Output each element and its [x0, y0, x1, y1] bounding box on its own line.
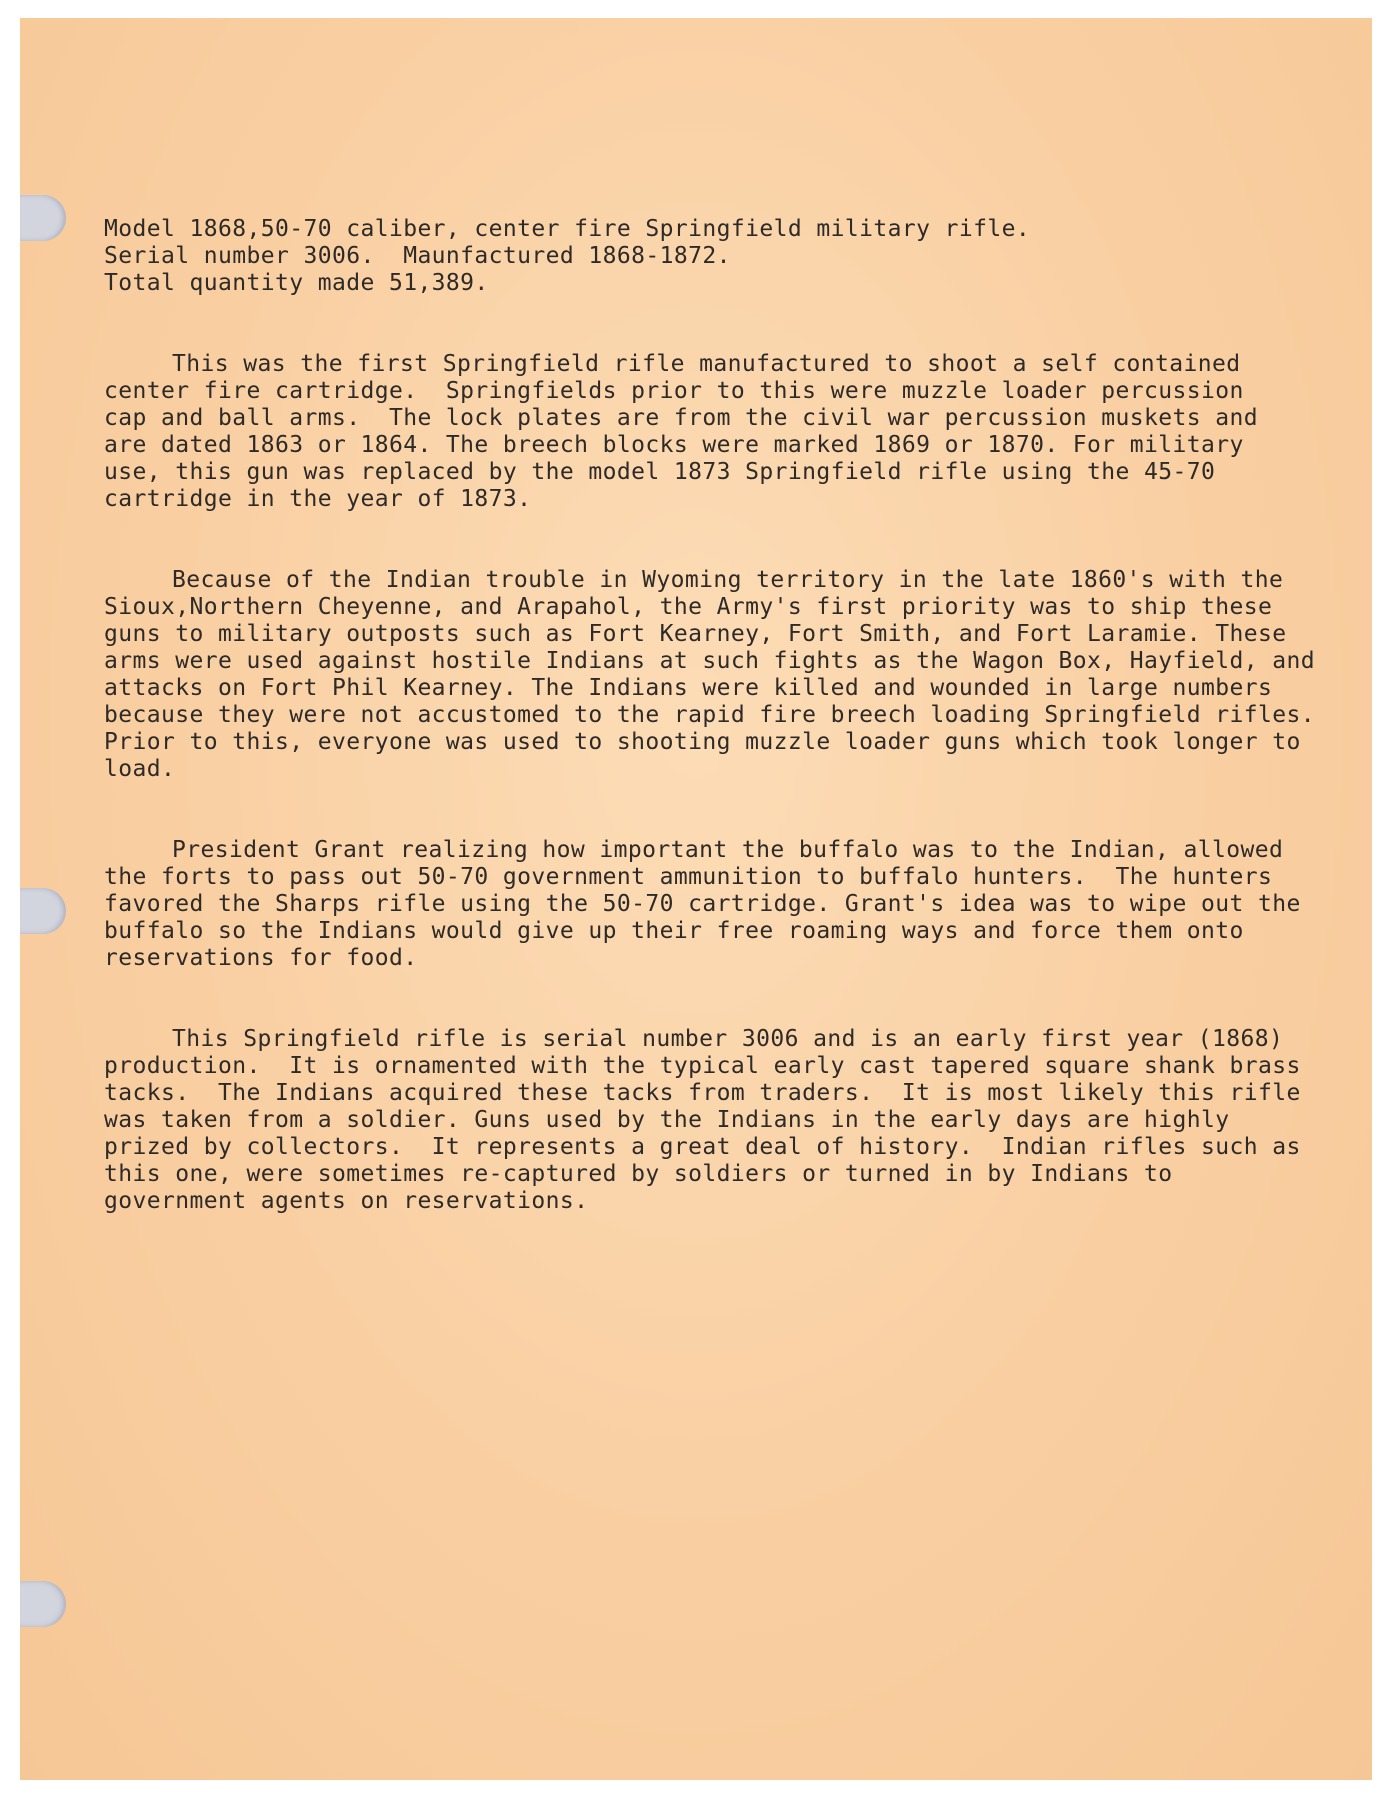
paragraph-history: [104, 351, 1274, 513]
paragraph-line: cap and ball arms. The lock plates are from the civil war percussion muskets and: [104, 405, 1259, 431]
rifle-header: [104, 216, 1274, 297]
paragraph-line: This was the first Springfield rifle manufactured to shoot a self contained: [172, 351, 1241, 377]
paragraph-line: guns to military outposts such as Fort Kearney, Fort Smith, and Fort Laramie. These: [104, 621, 1287, 647]
paragraph-line: prized by collectors. It represents a great deal of history. Indian rifles such as: [104, 1134, 1301, 1160]
paragraph-line: cartridge in the year of 1873.: [104, 486, 532, 512]
paragraph-buffalo: [104, 837, 1301, 972]
paragraph-this-rifle: [104, 1026, 1301, 1215]
paragraph-line: are dated 1863 or 1864. The breech blocks were marked 1869 or 1870. For military: [104, 432, 1244, 458]
paragraph-line: arms were used against hostile Indians at such fights as the Wagon Box, Hayfield, and: [104, 648, 1316, 674]
paragraph-line: Sioux,Northern Cheyenne, and Arapahol, the Army's first priority was to ship these: [104, 594, 1273, 620]
paragraph-line: use, this gun was replaced by the model 1873 Springfield rifle using the 45-70: [104, 459, 1216, 485]
paragraph-line: center fire cartridge. Springfields prior to this were muzzle loader percussion: [104, 378, 1244, 404]
paragraph-line: the forts to pass out 50-70 government ammunition to buffalo hunters. The hunters: [104, 864, 1273, 890]
punch-hole-bottom: [20, 1581, 66, 1627]
paragraph-line: President Grant realizing how important the buffalo was to the Indian, allowed: [172, 837, 1284, 863]
paragraph-line: production. It is ornamented with the typical early cast tapered square shank brass: [104, 1053, 1301, 1079]
punch-hole-top: [20, 195, 66, 241]
paragraph-line: load.: [104, 756, 176, 782]
paragraph-line: Because of the Indian trouble in Wyoming territory in the late 1860's with the: [172, 567, 1284, 593]
paragraph-line: Prior to this, everyone was used to shooting muzzle loader guns which took longer to: [104, 729, 1301, 755]
header-line: Serial number 3006. Maunfactured 1868-1872.: [104, 243, 731, 269]
paragraph-line: government agents on reservations.: [104, 1188, 589, 1214]
paragraph-line: reservations for food.: [104, 945, 418, 971]
paragraph-line: was taken from a soldier. Guns used by the Indians in the early days are highly: [104, 1107, 1230, 1133]
paragraph-indian-trouble: [104, 567, 1316, 783]
header-line: Total quantity made 51,389.: [104, 270, 489, 296]
punch-hole-middle: [20, 888, 66, 934]
paragraph-line: this one, were sometimes re-captured by soldiers or turned in by Indians to: [104, 1161, 1173, 1187]
header-line: Model 1868,50-70 caliber, center fire Springfield military rifle.: [104, 216, 1031, 242]
paragraph-line: because they were not accustomed to the rapid fire breech loading Springfield rifles.: [104, 702, 1316, 728]
paragraph-line: This Springfield rifle is serial number 3006 and is an early first year (1868): [172, 1026, 1284, 1052]
paragraph-line: buffalo so the Indians would give up their free roaming ways and force them onto: [104, 918, 1244, 944]
paragraph-line: favored the Sharps rifle using the 50-70 cartridge. Grant's idea was to wipe out the: [104, 891, 1301, 917]
paragraph-line: attacks on Fort Phil Kearney. The Indians were killed and wounded in large numbers: [104, 675, 1273, 701]
document-body: [104, 216, 1316, 1269]
paragraph-line: tacks. The Indians acquired these tacks from traders. It is most likely this rifle: [104, 1080, 1301, 1106]
